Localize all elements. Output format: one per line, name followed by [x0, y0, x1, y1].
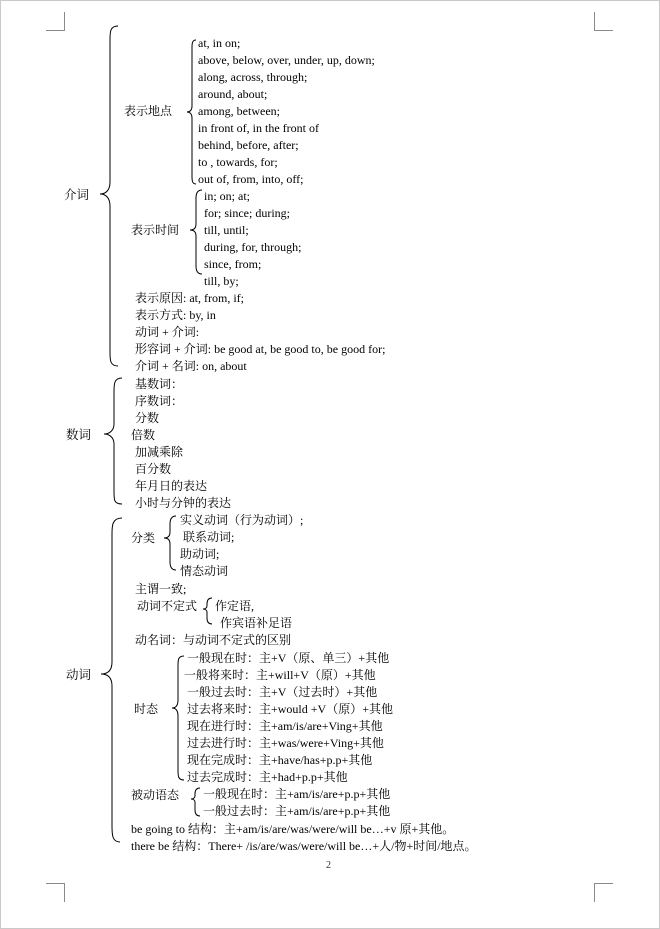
prep-other-item: 形容词 + 介词: be good at, be good to, be good for;: [135, 342, 386, 356]
num-item: 年月日的表达: [135, 479, 208, 493]
category-item: 联系动词;: [183, 530, 235, 544]
category-item: 情态动词: [180, 564, 229, 578]
place-item: along, across, through;: [198, 70, 308, 84]
place-label: 表示地点: [124, 104, 173, 118]
tense-item: 过去进行时：主+was/were+Ving+其他: [187, 736, 384, 750]
going-to-text: be going to 结构：主+am/is/are/was/were/will be…+v 原+其他。: [131, 822, 455, 836]
num-item: 序数词：: [135, 394, 184, 408]
tense-brace: [172, 656, 184, 780]
there-be-text: there be 结构：There+ /is/are/was/were/will be…+人/物+时间/地点。: [131, 839, 477, 853]
prep-other-item: 表示原因: at, from, if;: [135, 291, 244, 305]
passive-item: 一般现在时：主+am/is/are+p.p+其他: [203, 787, 391, 801]
tense-item: 过去完成时：主+had+p.p+其他: [187, 770, 348, 784]
prep-other-item: 表示方式: by, in: [135, 308, 216, 322]
num-heading: 数词: [66, 428, 92, 442]
tense-item: 一般现在时：主+V（原、单三）+其他: [187, 651, 390, 665]
category-item: 助动词;: [180, 547, 220, 561]
tense-label: 时态: [134, 702, 159, 716]
tense-item: 过去将来时：主+would +V（原）+其他: [187, 702, 393, 716]
num-item: 加减乘除: [135, 445, 184, 459]
place-item: in front of, in the front of: [198, 121, 319, 135]
category-brace: [164, 516, 176, 570]
infinitive-item: 作定语,: [215, 599, 255, 613]
place-brace: [187, 40, 196, 184]
infinitive-label: 动词不定式: [137, 599, 198, 613]
tense-item: 一般将来时：主+will+V（原）+其他: [184, 668, 376, 682]
infinitive-brace: [203, 598, 212, 624]
num-item: 分数: [135, 411, 160, 425]
infinitive-item: 作宾语补足语: [220, 616, 293, 630]
prep-brace: [100, 26, 118, 366]
num-item: 百分数: [135, 462, 172, 476]
place-item: to , towards, for;: [198, 155, 278, 169]
time-item: during, for, through;: [204, 240, 302, 254]
time-item: since, from;: [204, 257, 262, 271]
num-item: 小时与分钟的表达: [135, 496, 232, 510]
time-item: for; since; during;: [204, 206, 290, 220]
verb-heading: 动词: [66, 668, 92, 682]
place-item: among, between;: [198, 104, 280, 118]
prep-other-item: 介词 + 名词: on, about: [135, 359, 247, 373]
prep-other-item: 动词 + 介词:: [135, 325, 200, 339]
agreement-text: 主谓一致;: [135, 582, 187, 596]
category-label: 分类: [131, 531, 156, 545]
place-item: above, below, over, under, up, down;: [198, 53, 375, 67]
time-item: till, by;: [204, 274, 239, 288]
num-item: 基数词：: [135, 377, 184, 391]
tense-item: 现在完成时：主+have/has+p.p+其他: [187, 753, 373, 767]
num-item: 倍数: [131, 428, 156, 442]
passive-brace: [191, 788, 200, 816]
time-item: till, until;: [204, 223, 249, 237]
time-label: 表示时间: [131, 223, 180, 237]
num-brace: [104, 378, 122, 504]
place-item: around, about;: [198, 87, 268, 101]
passive-label: 被动语态: [131, 788, 180, 802]
place-item: at, in on;: [198, 36, 241, 50]
gerund-text: 动名词：与动词不定式的区别: [135, 633, 292, 647]
passive-item: 一般过去时：主+am/is/are+p.p+其他: [203, 804, 391, 818]
category-item: 实义动词（行为动词）;: [180, 513, 304, 527]
time-brace: [190, 190, 202, 274]
time-item: in; on; at;: [204, 189, 250, 203]
tense-item: 现在进行时：主+am/is/are+Ving+其他: [187, 719, 383, 733]
verb-brace: [101, 518, 122, 842]
place-item: behind, before, after;: [198, 138, 299, 152]
prep-heading: 介词: [64, 188, 90, 202]
place-item: out of, from, into, off;: [198, 172, 304, 186]
page-number: 2: [326, 860, 331, 871]
tense-item: 一般过去时：主+V（过去时）+其他: [187, 685, 378, 699]
